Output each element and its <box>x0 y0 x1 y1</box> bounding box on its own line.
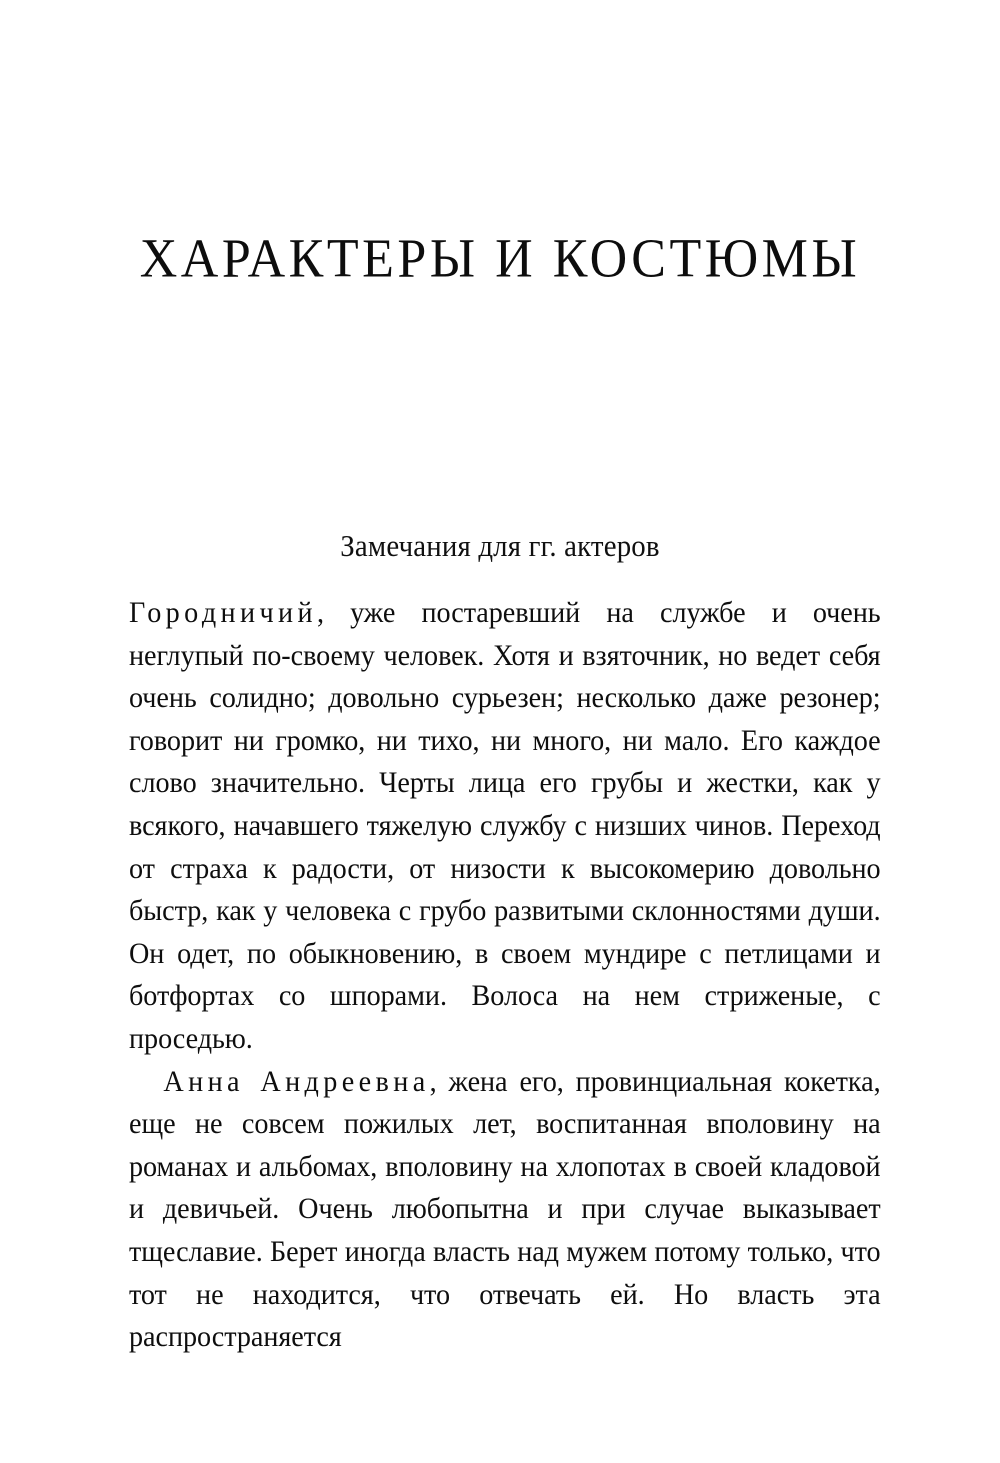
character-name-anna-andreevna: Анна Андреевна <box>163 1065 430 1098</box>
paragraph-anna-andreevna-text: , жена его, провинциальная кокетка, еще не совсем пожилых лет, воспитанная вполовину на романах и альбомах, вполовину на хлопотах в своей кладовой и девичьей. Очень любопытна и при случае выказывает тщеславие. Берет иногда власть над мужем потому только, что тот не находится, что отвечать ей. Но власть эта распространяется <box>129 1065 881 1354</box>
character-name-gorodnichiy: Городничий <box>129 597 318 629</box>
paragraph-anna-andreevna <box>129 1061 881 1359</box>
paragraph-gorodnichiy <box>129 592 881 1061</box>
paragraph-gorodnichiy-text: , уже постаревший на службе и очень неглупый по-своему человек. Хотя и взяточник, но ведет себя очень солидно; довольно сурьезен; несколько даже резонер; говорит ни громко, ни тихо, ни много, ни мало. Его каждое слово значительно. Черты лица его грубы и жестки, как у всякого, начавшего тяжелую службу с низших чинов. Переход от страха к радости, от низости к высокомерию довольно быстр, как у человека с грубо развитыми склонностями души. Он одет, по обыкновению, в своем мундире с петлицами и ботфортах со шпорами. Волоса на нем стриженые, с проседью. <box>129 597 881 1055</box>
section-subtitle: Замечания для гг. актеров <box>340 527 660 563</box>
page-title: ХАРАКТЕРЫ И КОСТЮМЫ <box>139 228 861 290</box>
body-text-block <box>129 592 881 1359</box>
